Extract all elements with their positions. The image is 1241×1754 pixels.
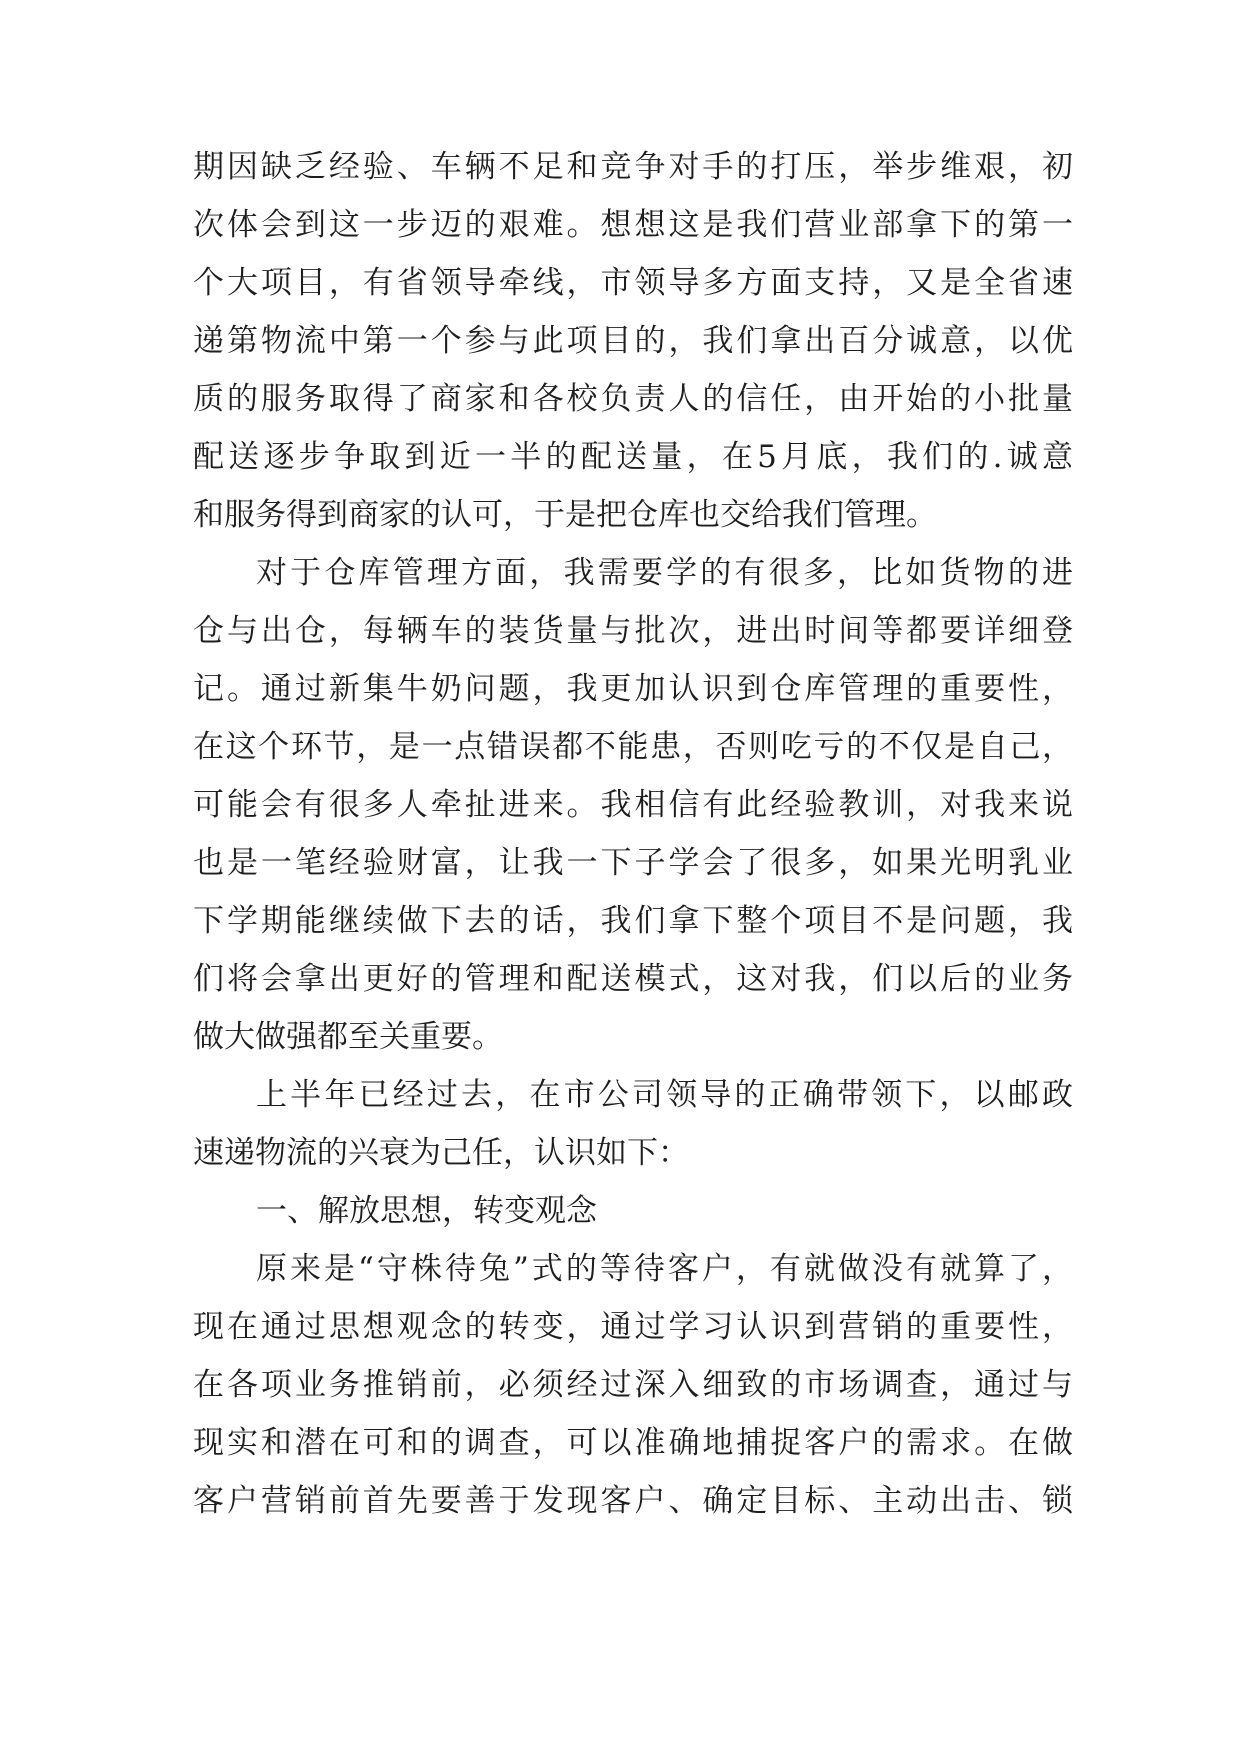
text-line: 递第物流中第一个参与此项目的，我们拿出百分诚意，以优 <box>193 323 1073 359</box>
text-line: 们将会拿出更好的管理和配送模式，这对我，们以后的业务 <box>193 961 1073 997</box>
text-line: 也是一笔经验财富，让我一下子学会了很多，如果光明乳业 <box>193 845 1073 881</box>
text-line: 在这个环节，是一点错误都不能患，否则吃亏的不仅是自己， <box>193 729 1073 765</box>
section-heading: 一、解放思想，转变观念 <box>256 1193 597 1229</box>
text-line: 速递物流的兴衰为己任，认识如下： <box>193 1135 689 1171</box>
text-line: 在各项业务推销前，必须经过深入细致的市场调查，通过与 <box>193 1367 1073 1403</box>
text-line: 仓与出仓，每辆车的装货量与批次，进出时间等都要详细登 <box>193 613 1073 649</box>
text-line: 现实和潜在可和的调查，可以准确地捕捉客户的需求。在做 <box>193 1425 1073 1461</box>
text-line: 对于仓库管理方面，我需要学的有很多，比如货物的进 <box>256 555 1073 591</box>
text-line: 和服务得到商家的认可，于是把仓库也交给我们管理。 <box>193 497 937 533</box>
text-line: 质的服务取得了商家和各校负责人的信任，由开始的小批量 <box>193 381 1073 417</box>
text-line: 次体会到这一步迈的艰难。想想这是我们营业部拿下的第一 <box>193 207 1073 243</box>
text-line: 期因缺乏经验、车辆不足和竞争对手的打压，举步维艰，初 <box>193 149 1073 185</box>
text-line: 上半年已经过去，在市公司领导的正确带领下，以邮政 <box>256 1077 1073 1113</box>
text-line: 配送逐步争取到近一半的配送量，在5月底，我们的.诚意 <box>193 439 1073 475</box>
text-line: 记。通过新集牛奶问题，我更加认识到仓库管理的重要性， <box>193 671 1073 707</box>
text-line: 下学期能继续做下去的话，我们拿下整个项目不是问题，我 <box>193 903 1073 939</box>
text-line: 现在通过思想观念的转变，通过学习认识到营销的重要性， <box>193 1309 1073 1345</box>
text-line: 原来是“守株待兔”式的等待客户，有就做没有就算了， <box>256 1251 1073 1287</box>
text-line: 客户营销前首先要善于发现客户、确定目标、主动出击、锁 <box>193 1483 1073 1519</box>
text-line: 可能会有很多人牵扯进来。我相信有此经验教训，对我来说 <box>193 787 1073 823</box>
text-line: 做大做强都至关重要。 <box>193 1019 503 1055</box>
text-line: 个大项目，有省领导牵线，市领导多方面支持，又是全省速 <box>193 265 1073 301</box>
